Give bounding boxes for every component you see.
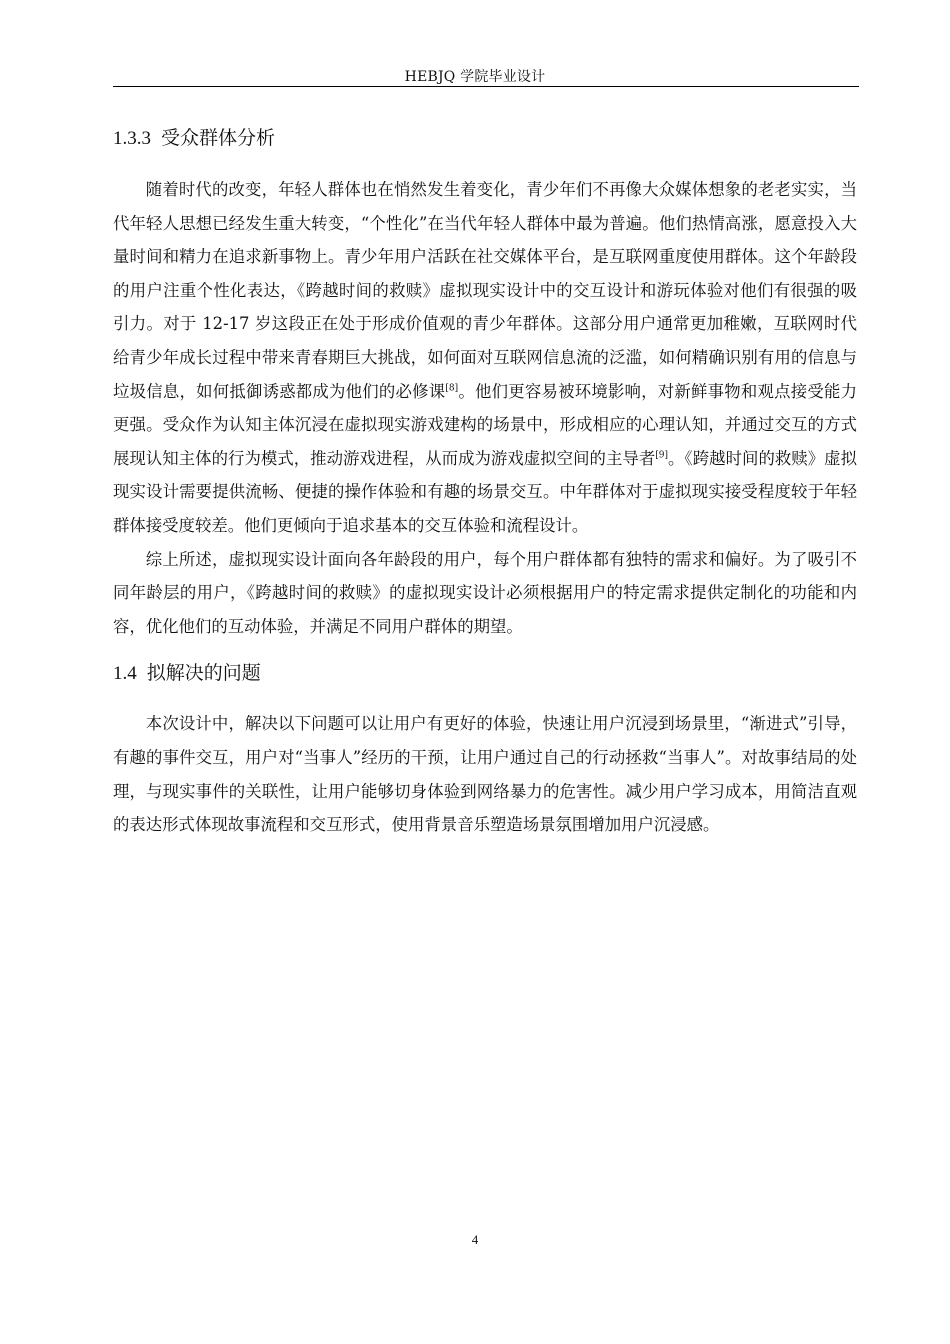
- page-body: [113, 118, 857, 842]
- paragraph-text: 。《跨越时间的救赎》虚拟现实设计需要提供流畅、便捷的操作体验和有趣的场景交互。中年群体对于虚拟现实接受程度较于年轻群体接受度较差。他们更倾向于追求基本的交互体验和流程设计。: [113, 448, 857, 535]
- section-title: 受众群体分析: [161, 127, 276, 149]
- header-rule: [113, 86, 859, 87]
- section-heading-1-3-3: [113, 118, 857, 158]
- paragraph-text: 随着时代的改变，年轻人群体也在悄然发生着变化，青少年们不再像大众媒体想象的老老实实，当代年轻人思想已经发生重大转变，“个性化”在当代年轻人群体中最为普遍。他们热情高涨，愿意投入大量时间和精力在追求新事物上。青少年用户活跃在社交媒体平台，是互联网重度使用群体。这个年龄段的用户注重个性化表达，《跨越时间的救赎》虚拟现实设计中的交互设计和游玩体验对他们有很强的吸引力。对于 12-17 岁这段正在处于形成价值观的青少年群体。这部分用户通常更加稚嫩，互联网时代给青少年成长过程中带来青春期巨大挑战，如何面对互联网信息流的泛滥，如何精确识别有用的信息与垃圾信息，如何抵御诱惑都成为他们的必修课: [113, 180, 857, 401]
- page-number: 4: [471, 1232, 479, 1247]
- body-paragraph: 本次设计中，解决以下问题可以让用户有更好的体验，快速让用户沉浸到场景里，“渐进式”引导，有趣的事件交互，用户对“当事人”经历的干预，让用户通过自己的行动拯救“当事人”。对故事结局的处理，与现实事件的关联性，让用户能够切身体验到网络暴力的危害性。减少用户学习成本，用简洁直观的表达形式体现故事流程和交互形式，使用背景音乐塑造场景氛围增加用户沉浸感。: [113, 714, 857, 835]
- section-number: 1.3.3: [113, 128, 151, 149]
- citation-ref: [8]: [445, 383, 459, 394]
- section-heading-1-4: [113, 653, 857, 693]
- citation-ref: [9]: [655, 450, 669, 461]
- body-paragraph: [113, 173, 857, 543]
- page-header: HEBJQ 学院毕业设计: [404, 69, 546, 85]
- paragraph-text: 。他们更容易被环境影响，对新鲜事物和观点接受能力更强。受众作为认知主体沉浸在虚拟现实游戏建构的场景中，形成相应的心理认知，并通过交互的方式展现认知主体的行为模式，推动游戏进程，从而成为游戏虚拟空间的主导者: [113, 381, 858, 468]
- section-number: 1.4: [113, 663, 137, 685]
- section-title: 拟解决的问题: [146, 662, 261, 685]
- body-paragraph: 综上所述，虚拟现实设计面向各年龄段的用户，每个用户群体都有独特的需求和偏好。为了吸引不同年龄层的用户，《跨越时间的救赎》的虚拟现实设计必须根据用户的特定需求提供定制化的功能和内容，优化他们的互动体验，并满足不同用户群体的期望。: [113, 549, 857, 636]
